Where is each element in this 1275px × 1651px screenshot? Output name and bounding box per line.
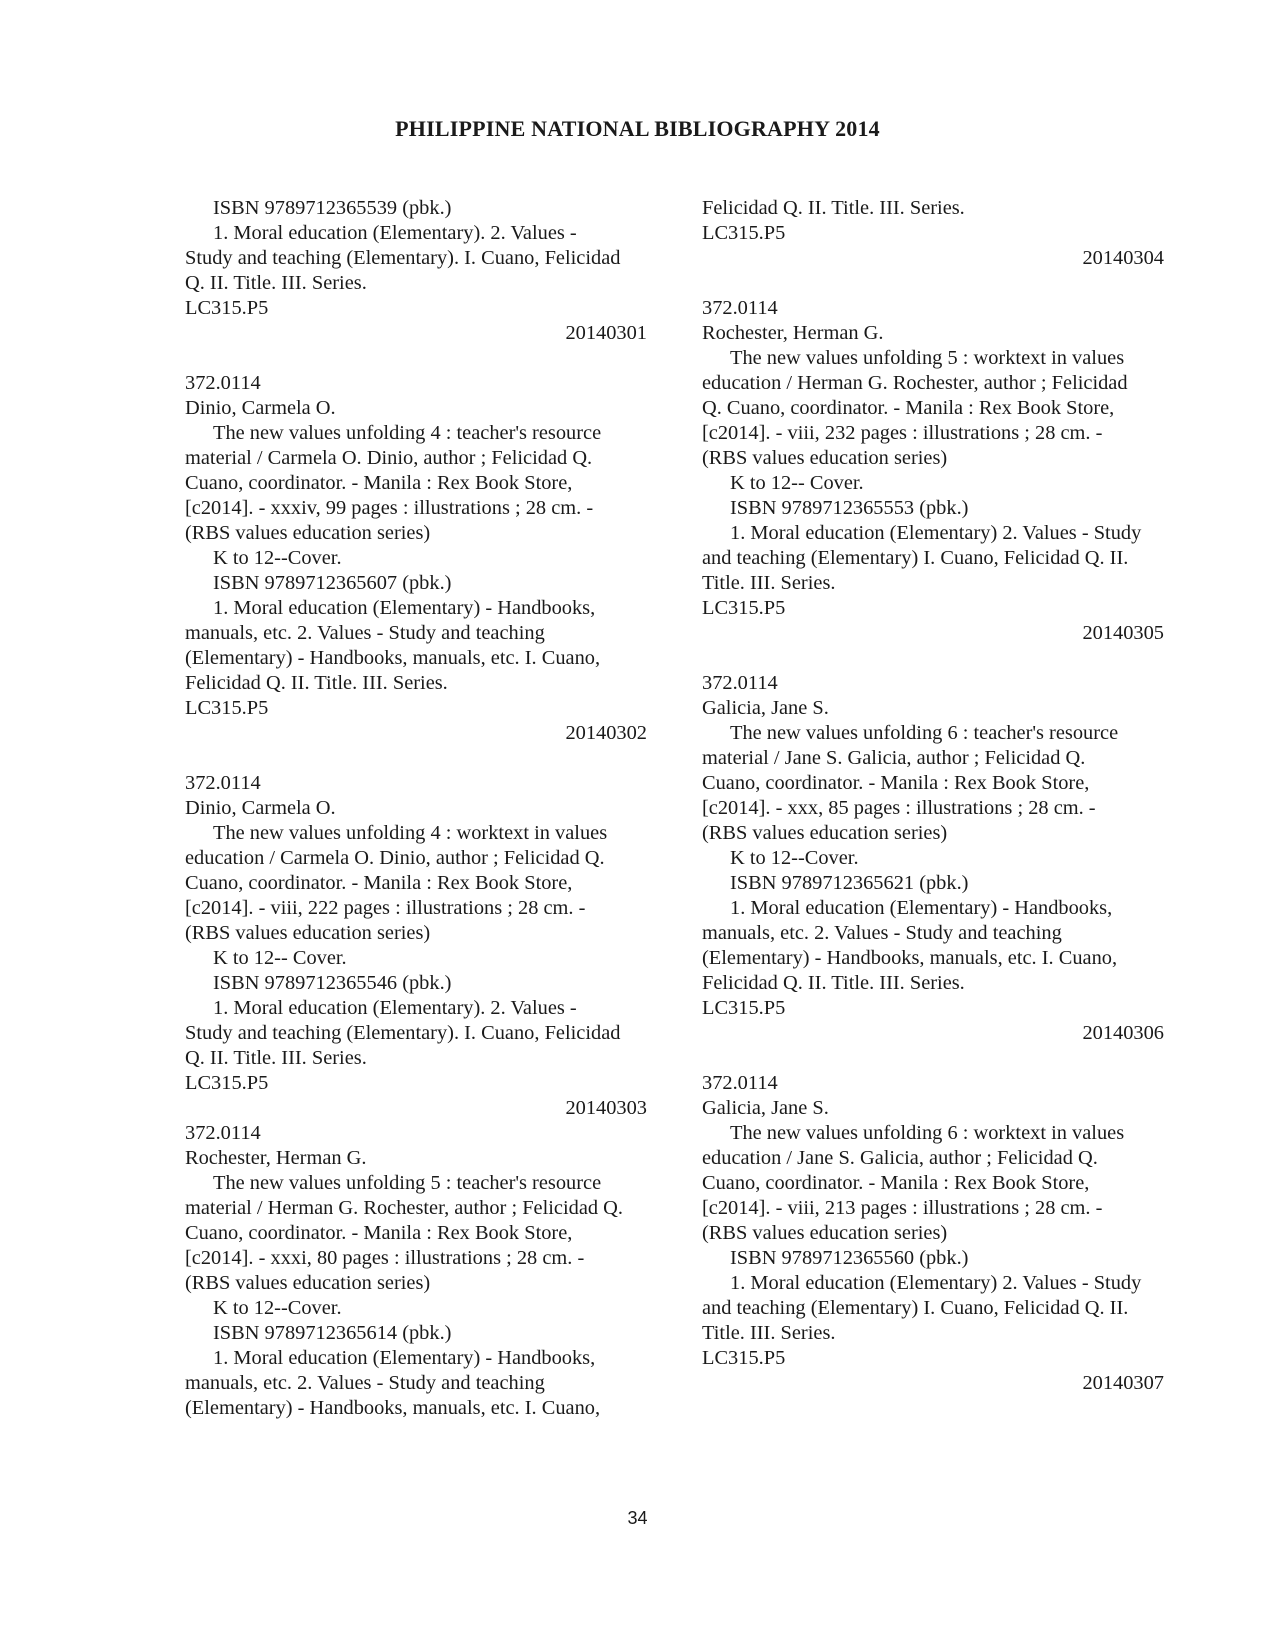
call-number: LC315.P5 (702, 1347, 786, 1369)
series-line: (RBS values education series) (185, 922, 431, 944)
subject-line: Felicidad Q. II. Title. III. Series. (702, 197, 965, 219)
classification-number: 372.0114 (185, 1122, 261, 1144)
call-number: LC315.P5 (702, 997, 786, 1019)
subject-line: Title. III. Series. (702, 572, 836, 594)
description-line: [c2014]. - viii, 222 pages : illustrations ; 28 cm. - (185, 897, 586, 919)
description-line: education / Carmela O. Dinio, author ; Felicidad Q. (185, 847, 605, 869)
note-line: K to 12--Cover. (213, 1297, 342, 1319)
classification-number: 372.0114 (702, 1072, 778, 1094)
entry-separator (185, 746, 655, 771)
subject-line: 1. Moral education (Elementary) - Handbooks, (730, 897, 1113, 919)
series-line: (RBS values education series) (702, 822, 948, 844)
isbn-line: ISBN 9789712365614 (pbk.) (213, 1322, 452, 1344)
classification-number: 372.0114 (702, 672, 778, 694)
series-line: (RBS values education series) (702, 447, 948, 469)
isbn-line: ISBN 9789712365539 (pbk.) (213, 197, 452, 219)
subject-line: 1. Moral education (Elementary). 2. Values - (213, 997, 577, 1019)
title-line: The new values unfolding 6 : teacher's resource (730, 722, 1119, 744)
entry-separator (702, 646, 1172, 671)
series-line: (RBS values education series) (185, 1272, 431, 1294)
page-number: 34 (627, 1508, 648, 1528)
record-number: 20140301 (565, 322, 647, 344)
description-line: Cuano, coordinator. - Manila : Rex Book Store, (702, 772, 1090, 794)
subject-line: Study and teaching (Elementary). I. Cuano, Felicidad (185, 247, 621, 269)
author-heading: Rochester, Herman G. (185, 1147, 367, 1169)
description-line: Q. Cuano, coordinator. - Manila : Rex Book Store, (702, 397, 1115, 419)
subject-line: Study and teaching (Elementary). I. Cuano, Felicidad (185, 1022, 621, 1044)
note-line: K to 12--Cover. (213, 547, 342, 569)
description-line: Cuano, coordinator. - Manila : Rex Book Store, (702, 1172, 1090, 1194)
classification-number: 372.0114 (185, 372, 261, 394)
subject-line: Felicidad Q. II. Title. III. Series. (185, 672, 448, 694)
left-column (185, 196, 655, 1421)
description-line: Cuano, coordinator. - Manila : Rex Book Store, (185, 872, 573, 894)
author-heading: Galicia, Jane S. (702, 1097, 829, 1119)
note-line: K to 12-- Cover. (730, 472, 864, 494)
description-line: Cuano, coordinator. - Manila : Rex Book Store, (185, 1222, 573, 1244)
call-number: LC315.P5 (185, 297, 269, 319)
record-number: 20140305 (1082, 622, 1164, 644)
note-line: K to 12--Cover. (730, 847, 859, 869)
subject-line: (Elementary) - Handbooks, manuals, etc. I. Cuano, (185, 1397, 601, 1419)
author-heading: Dinio, Carmela O. (185, 797, 336, 819)
record-number: 20140306 (1082, 1022, 1164, 1044)
isbn-line: ISBN 9789712365553 (pbk.) (730, 497, 969, 519)
page-title: PHILIPPINE NATIONAL BIBLIOGRAPHY 2014 (395, 116, 880, 141)
subject-line: 1. Moral education (Elementary). 2. Values - (213, 222, 577, 244)
description-line: education / Jane S. Galicia, author ; Felicidad Q. (702, 1147, 1098, 1169)
subject-line: Q. II. Title. III. Series. (185, 272, 367, 294)
description-line: education / Herman G. Rochester, author ; Felicidad (702, 372, 1128, 394)
right-column (702, 196, 1172, 1396)
entry-separator (702, 1046, 1172, 1071)
subject-line: manuals, etc. 2. Values - Study and teaching (185, 622, 545, 644)
description-line: material / Herman G. Rochester, author ; Felicidad Q. (185, 1197, 624, 1219)
subject-line: 1. Moral education (Elementary) - Handbooks, (213, 597, 596, 619)
subject-line: 1. Moral education (Elementary) 2. Values - Study (730, 1272, 1142, 1294)
subject-line: (Elementary) - Handbooks, manuals, etc. I. Cuano, (185, 647, 601, 669)
author-heading: Galicia, Jane S. (702, 697, 829, 719)
call-number: LC315.P5 (702, 222, 786, 244)
title-line: The new values unfolding 5 : teacher's resource (213, 1172, 602, 1194)
subject-line: 1. Moral education (Elementary) 2. Values - Study (730, 522, 1142, 544)
subject-line: Q. II. Title. III. Series. (185, 1047, 367, 1069)
subject-line: manuals, etc. 2. Values - Study and teaching (702, 922, 1062, 944)
entry-separator (702, 271, 1172, 296)
isbn-line: ISBN 9789712365607 (pbk.) (213, 572, 452, 594)
title-line: The new values unfolding 4 : teacher's resource (213, 422, 602, 444)
series-line: (RBS values education series) (185, 522, 431, 544)
description-line: material / Carmela O. Dinio, author ; Felicidad Q. (185, 447, 593, 469)
isbn-line: ISBN 9789712365546 (pbk.) (213, 972, 452, 994)
subject-line: and teaching (Elementary) I. Cuano, Felicidad Q. II. (702, 547, 1129, 569)
subject-line: Title. III. Series. (702, 1322, 836, 1344)
description-line: Cuano, coordinator. - Manila : Rex Book Store, (185, 472, 573, 494)
note-line: K to 12-- Cover. (213, 947, 347, 969)
isbn-line: ISBN 9789712365621 (pbk.) (730, 872, 969, 894)
subject-line: (Elementary) - Handbooks, manuals, etc. I. Cuano, (702, 947, 1118, 969)
series-line: (RBS values education series) (702, 1222, 948, 1244)
title-line: The new values unfolding 4 : worktext in values (213, 822, 608, 844)
entry-separator (185, 346, 655, 371)
record-number: 20140307 (1082, 1372, 1164, 1394)
description-line: [c2014]. - viii, 213 pages : illustrations ; 28 cm. - (702, 1197, 1103, 1219)
call-number: LC315.P5 (185, 1072, 269, 1094)
author-heading: Dinio, Carmela O. (185, 397, 336, 419)
isbn-line: ISBN 9789712365560 (pbk.) (730, 1247, 969, 1269)
description-line: [c2014]. - viii, 232 pages : illustrations ; 28 cm. - (702, 422, 1103, 444)
title-line: The new values unfolding 6 : worktext in values (730, 1122, 1125, 1144)
title-line: The new values unfolding 5 : worktext in values (730, 347, 1125, 369)
subject-line: and teaching (Elementary) I. Cuano, Felicidad Q. II. (702, 1297, 1129, 1319)
record-number: 20140304 (1082, 247, 1164, 269)
call-number: LC315.P5 (702, 597, 786, 619)
subject-line: 1. Moral education (Elementary) - Handbooks, (213, 1347, 596, 1369)
author-heading: Rochester, Herman G. (702, 322, 884, 344)
subject-line: manuals, etc. 2. Values - Study and teaching (185, 1372, 545, 1394)
description-line: [c2014]. - xxxiv, 99 pages : illustrations ; 28 cm. - (185, 497, 594, 519)
record-number: 20140303 (565, 1097, 647, 1119)
description-line: [c2014]. - xxx, 85 pages : illustrations ; 28 cm. - (702, 797, 1096, 819)
classification-number: 372.0114 (185, 772, 261, 794)
classification-number: 372.0114 (702, 297, 778, 319)
call-number: LC315.P5 (185, 697, 269, 719)
record-number: 20140302 (565, 722, 647, 744)
subject-line: Felicidad Q. II. Title. III. Series. (702, 972, 965, 994)
description-line: material / Jane S. Galicia, author ; Felicidad Q. (702, 747, 1086, 769)
description-line: [c2014]. - xxxi, 80 pages : illustrations ; 28 cm. - (185, 1247, 585, 1269)
